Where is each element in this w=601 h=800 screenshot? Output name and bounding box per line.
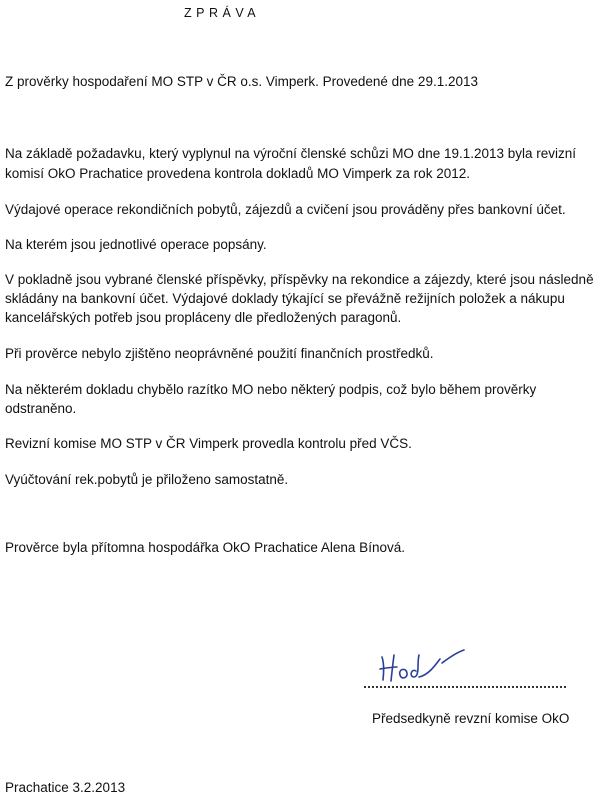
paragraph-4-line-3: kancelářských potřeb jsou propláceny dle předložených paragonů. xyxy=(5,310,402,325)
paragraph-4-line-1: V pokladně jsou vybrané členské příspěvky, příspěvky na rekondice a zájezdy, které jsou následně xyxy=(5,272,594,287)
paragraph-9: Prověrce byla přítomna hospodářka OkO Prachatice Alena Bínová. xyxy=(5,540,405,555)
signature-line xyxy=(364,686,566,688)
paragraph-5: Při prověrce nebylo zjištěno neoprávněné použití finančních prostředků. xyxy=(5,346,434,361)
paragraph-6-line-1: Na některém dokladu chybělo razítko MO nebo některý podpis, což bylo během prověrky xyxy=(5,382,537,397)
place-and-date: Prachatice 3.2.2013 xyxy=(5,780,126,795)
document-title: ZPRÁVA xyxy=(184,6,261,20)
signature-title: Předsedkyně revzní komise OkO xyxy=(372,711,570,726)
paragraph-4-line-2: skládány na bankovní účet. Výdajové doklady týkající se převážně režijních položek a nákupu xyxy=(5,291,565,306)
handwritten-signature xyxy=(378,647,468,687)
paragraph-3: Na kterém jsou jednotlivé operace popsány. xyxy=(5,237,267,252)
paragraph-1-line-1: Na základě požadavku, který vyplynul na výroční členské schůzi MO dne 19.1.2013 byla revizní xyxy=(5,146,577,161)
paragraph-2: Výdajové operace rekondičních pobytů, zájezdů a cvičení jsou prováděny přes bankovní účet. xyxy=(5,202,566,217)
paragraph-1-line-2: komisí OkO Prachatice provedena kontrola dokladů MO Vimperk za rok 2012. xyxy=(5,166,470,181)
paragraph-8: Vyúčtování rek.pobytů je přiloženo samostatně. xyxy=(5,472,289,487)
paragraph-7: Revizní komise MO STP v ČR Vimperk provedla kontrolu před VČS. xyxy=(5,436,412,451)
paragraph-6-line-2: odstraněno. xyxy=(5,401,77,416)
document-subject: Z prověrky hospodaření MO STP v ČR o.s. Vimperk. Provedené dne 29.1.2013 xyxy=(5,74,478,89)
